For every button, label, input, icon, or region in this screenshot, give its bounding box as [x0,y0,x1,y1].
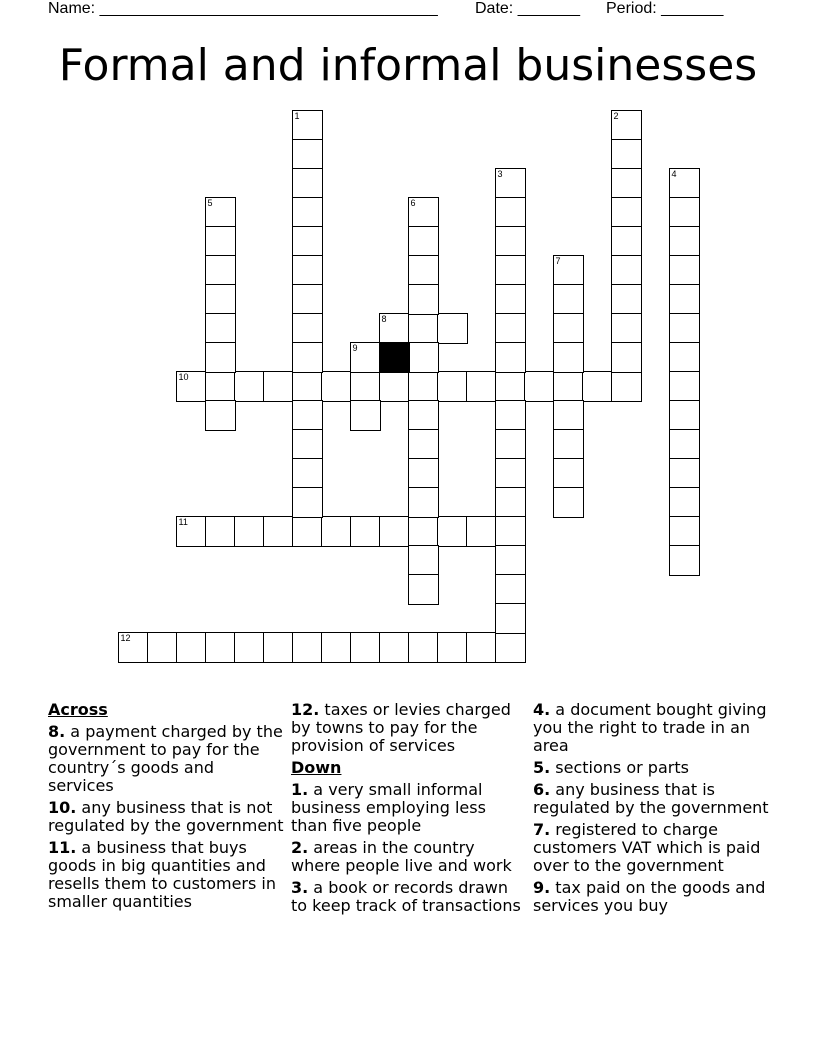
crossword-cell[interactable] [379,313,410,344]
crossword-cell[interactable] [495,342,526,373]
crossword-cell[interactable] [292,371,323,402]
clue-down-7: 7. registered to charge customers VAT which is paid over to the government [533,820,761,875]
crossword-cell[interactable] [611,168,642,199]
crossword-cell[interactable] [553,313,584,344]
crossword-cell[interactable] [292,487,323,518]
crossword-cell[interactable] [292,400,323,431]
crossword-cell[interactable] [321,632,352,663]
clue-across-10: 10. any business that is not regulated by the government [48,798,284,835]
crossword-cell[interactable] [669,487,700,518]
crossword-cell[interactable] [553,342,584,373]
clue-down-6: 6. any business that is regulated by the government [533,780,769,817]
crossword-cell[interactable] [292,110,323,141]
clue-across-12: 12. taxes or levies charged by towns to pay for the provision of services [291,700,511,755]
crossword-cell[interactable] [408,516,439,547]
crossword-cell[interactable] [205,226,236,257]
clue-down-3: 3. a book or records drawn to keep track of transactions [291,878,521,915]
crossword-cell[interactable] [553,284,584,315]
crossword-cell[interactable] [495,545,526,576]
clue-down-9: 9. tax paid on the goods and services you buy [533,878,766,915]
crossword-cell[interactable] [292,139,323,170]
crossword-cell[interactable] [553,400,584,431]
crossword-cell[interactable] [611,371,642,402]
crossword-cell[interactable] [408,487,439,518]
crossword-cell[interactable] [611,139,642,170]
page-title: Formal and informal businesses [58,40,758,91]
crossword-cell[interactable] [408,400,439,431]
crossword-cell[interactable] [379,371,410,402]
clues-column-3 [533,701,769,919]
crossword-cell[interactable] [408,371,439,402]
crossword-cell[interactable] [176,516,207,547]
crossword-cell[interactable] [408,197,439,228]
clue-number: 5 [207,197,213,208]
crossword-cell[interactable] [408,429,439,460]
crossword-cell[interactable] [176,632,207,663]
clue-number: 7 [555,255,561,266]
crossword-cell[interactable] [553,487,584,518]
crossword-cell[interactable] [292,429,323,460]
crossword-cell[interactable] [408,284,439,315]
crossword-cell[interactable] [234,371,265,402]
crossword-cell[interactable] [408,574,439,605]
clue-number: 3 [497,168,503,179]
crossword-cell[interactable] [408,255,439,286]
crossword-cell[interactable] [611,313,642,344]
crossword-cell[interactable] [669,429,700,460]
crossword-cell[interactable] [466,632,497,663]
clue-number: 2 [613,110,619,121]
crossword-cell[interactable] [350,342,381,373]
crossword-cell[interactable] [495,255,526,286]
crossword-cell[interactable] [437,371,468,402]
black-cell [379,342,410,373]
crossword-cell[interactable] [292,226,323,257]
clue-down-1: 1. a very small informal business employing less than five people [291,780,486,835]
crossword-cell[interactable] [495,313,526,344]
crossword-cell[interactable] [437,632,468,663]
crossword-cell[interactable] [495,168,526,199]
crossword-cell[interactable] [292,458,323,489]
crossword-cell[interactable] [553,371,584,402]
crossword-cell[interactable] [263,632,294,663]
crossword-cell[interactable] [553,429,584,460]
crossword-cell[interactable] [205,632,236,663]
crossword-cell[interactable] [234,516,265,547]
crossword-cell[interactable] [292,255,323,286]
crossword-cell[interactable] [408,313,439,344]
crossword-cell[interactable] [611,110,642,141]
down-heading: Down [291,758,342,777]
clue-number: 11 [178,516,188,527]
crossword-cell[interactable] [669,545,700,576]
crossword-cell[interactable] [611,197,642,228]
clues-column-1 [48,701,284,915]
clue-down-5: 5. sections or parts [533,758,689,777]
crossword-cell[interactable] [495,226,526,257]
crossword-cell[interactable] [495,574,526,605]
clue-down-2: 2. areas in the country where people live and work [291,838,512,875]
crossword-cell[interactable] [495,516,526,547]
crossword-cell[interactable] [234,632,265,663]
crossword-cell[interactable] [466,516,497,547]
crossword-cell[interactable] [611,342,642,373]
crossword-cell[interactable] [495,632,526,663]
crossword-cell[interactable] [669,371,700,402]
crossword-cell[interactable] [263,516,294,547]
crossword-cell[interactable] [350,632,381,663]
crossword-cell[interactable] [669,516,700,547]
crossword-cell[interactable] [292,632,323,663]
crossword-cell[interactable] [669,255,700,286]
name-field[interactable]: Name: ______________________________________ [48,0,438,17]
crossword-cell[interactable] [669,313,700,344]
crossword-cell[interactable] [495,284,526,315]
crossword-cell[interactable] [292,516,323,547]
crossword-cell[interactable] [466,371,497,402]
crossword-cell[interactable] [495,371,526,402]
crossword-cell[interactable] [176,371,207,402]
crossword-cell[interactable] [495,429,526,460]
crossword-cell[interactable] [611,255,642,286]
crossword-cell[interactable] [205,516,236,547]
crossword-cell[interactable] [553,255,584,286]
clues-column-2 [291,701,523,919]
period-field[interactable]: Period: _______ [606,0,724,17]
crossword-cell[interactable] [669,400,700,431]
crossword-cell[interactable] [495,197,526,228]
crossword-cell[interactable] [669,284,700,315]
crossword-cell[interactable] [582,371,613,402]
crossword-cell[interactable] [524,371,555,402]
crossword-cell[interactable] [611,284,642,315]
crossword-cell[interactable] [321,371,352,402]
crossword-cell[interactable] [437,516,468,547]
crossword-cell[interactable] [118,632,149,663]
crossword-cell[interactable] [292,168,323,199]
clue-number: 1 [294,110,300,121]
crossword-cell[interactable] [553,458,584,489]
crossword-cell[interactable] [292,197,323,228]
date-field[interactable]: Date: _______ [475,0,580,17]
crossword-cell[interactable] [321,516,352,547]
clue-number: 12 [120,632,131,643]
clue-number: 10 [178,371,189,382]
crossword-cell[interactable] [205,284,236,315]
crossword-cell[interactable] [292,284,323,315]
crossword-cell[interactable] [669,458,700,489]
crossword-cell[interactable] [408,342,439,373]
crossword-cell[interactable] [350,516,381,547]
crossword-cell[interactable] [205,400,236,431]
crossword-cell[interactable] [495,487,526,518]
crossword-cell[interactable] [495,400,526,431]
crossword-cell[interactable] [669,226,700,257]
crossword-cell[interactable] [379,516,410,547]
crossword-cell[interactable] [147,632,178,663]
crossword-cell[interactable] [292,313,323,344]
crossword-cell[interactable] [350,371,381,402]
crossword-cell[interactable] [495,458,526,489]
clue-across-11: 11. a business that buys goods in big quantities and resells them to customers in smaller quantities [48,838,276,911]
crossword-cell[interactable] [205,313,236,344]
crossword-cell[interactable] [437,313,468,344]
crossword-cell[interactable] [669,168,700,199]
clue-number: 6 [410,197,416,208]
crossword-cell[interactable] [292,342,323,373]
crossword-cell[interactable] [408,458,439,489]
clue-number: 8 [381,313,387,324]
clue-across-8: 8. a payment charged by the government to pay for the country´s goods and services [48,722,283,795]
crossword-cell[interactable] [350,400,381,431]
clue-number: 9 [352,342,358,353]
crossword-cell[interactable] [263,371,294,402]
clue-number: 4 [671,168,677,179]
crossword-cell[interactable] [408,226,439,257]
crossword-cell[interactable] [408,545,439,576]
crossword-cell[interactable] [205,371,236,402]
crossword-cell[interactable] [669,342,700,373]
crossword-cell[interactable] [379,632,410,663]
crossword-cell[interactable] [611,226,642,257]
crossword-cell[interactable] [205,255,236,286]
crossword-cell[interactable] [205,342,236,373]
crossword-cell[interactable] [205,197,236,228]
crossword-cell[interactable] [495,603,526,634]
across-heading: Across [48,700,108,719]
clue-down-4: 4. a document bought giving you the right to trade in an area [533,700,767,755]
crossword-cell[interactable] [669,197,700,228]
crossword-cell[interactable] [408,632,439,663]
